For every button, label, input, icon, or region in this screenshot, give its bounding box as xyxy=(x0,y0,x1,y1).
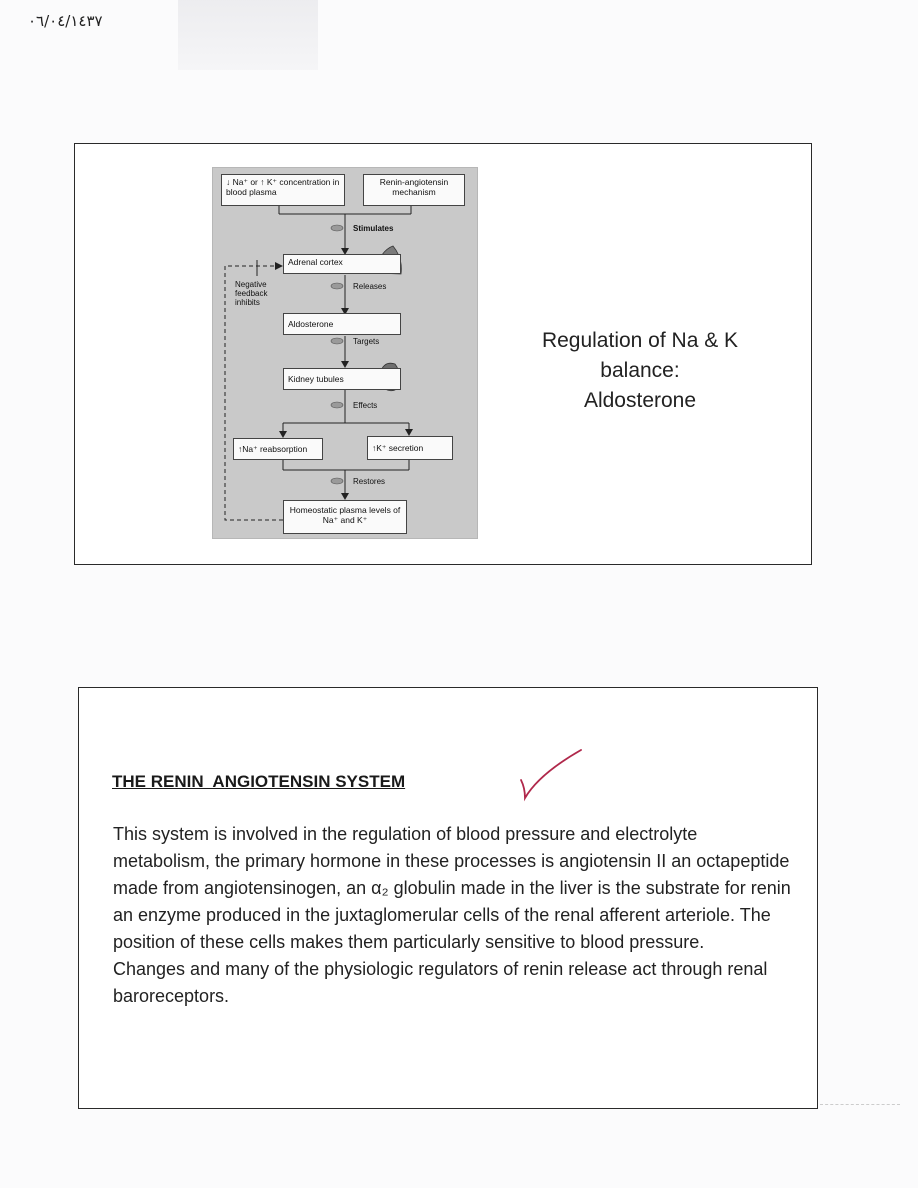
k-secretion-box: ↑K⁺ secretion xyxy=(367,436,453,460)
slide-renin-angiotensin xyxy=(78,687,818,1109)
section-body xyxy=(113,821,793,1010)
title-line-2: balance: xyxy=(600,359,680,382)
title-line-1: Regulation of Na & K xyxy=(541,329,739,352)
body-paragraph-1: This system is involved in the regulation of blood pressure and electrolyte metabolism, the primary hormone in these processes is angiotensin II an octapeptide made from angiotensinogen, an α₂ globulin made in the liver is the substrate for renin an enzyme produced in the juxtaglomerular cells of the renal afferent arteriole. The position of these cells makes them particularly sensitive to blood pressure. xyxy=(113,824,791,952)
scan-edge-dash xyxy=(820,1104,900,1105)
aldosterone-box: Aldosterone xyxy=(283,313,401,335)
concentration-box: ↓ Na⁺ or ↑ K⁺ concentration in blood plasma xyxy=(221,174,345,206)
effects-label: Effects xyxy=(353,401,378,410)
restores-label: Restores xyxy=(353,477,386,486)
negative-feedback-label: Negative feedback inhibits xyxy=(235,280,268,307)
na-reabsorption-box: ↑Na⁺ reabsorption xyxy=(233,438,323,460)
section-heading: THE RENIN ANGIOTENSIN SYSTEM xyxy=(112,772,406,791)
slide1-title xyxy=(495,326,785,416)
slide-aldosterone xyxy=(74,143,812,565)
scan-smudge xyxy=(178,0,318,70)
homeostatic-box: Homeostatic plasma levels of Na⁺ and K⁺ xyxy=(283,500,407,534)
targets-label: Targets xyxy=(353,337,380,346)
aldosterone-diagram xyxy=(212,167,478,539)
releases-label: Releases xyxy=(353,282,387,291)
handwritten-date: ٠٦/٠٤/١٤٣٧ xyxy=(28,12,103,30)
stimulates-label: Stimulates xyxy=(353,224,394,233)
renin-box: Renin-angiotensin mechanism xyxy=(363,174,465,206)
checkmark-icon xyxy=(517,744,587,804)
title-line-3: Aldosterone xyxy=(583,389,697,412)
adrenal-cortex-box: Adrenal cortex xyxy=(283,254,401,274)
body-paragraph-2: Changes and many of the physiologic regulators of renin release act through renal baroreceptors. xyxy=(113,959,768,1006)
diagram-arrows xyxy=(213,168,477,538)
kidney-tubules-box: Kidney tubules xyxy=(283,368,401,390)
